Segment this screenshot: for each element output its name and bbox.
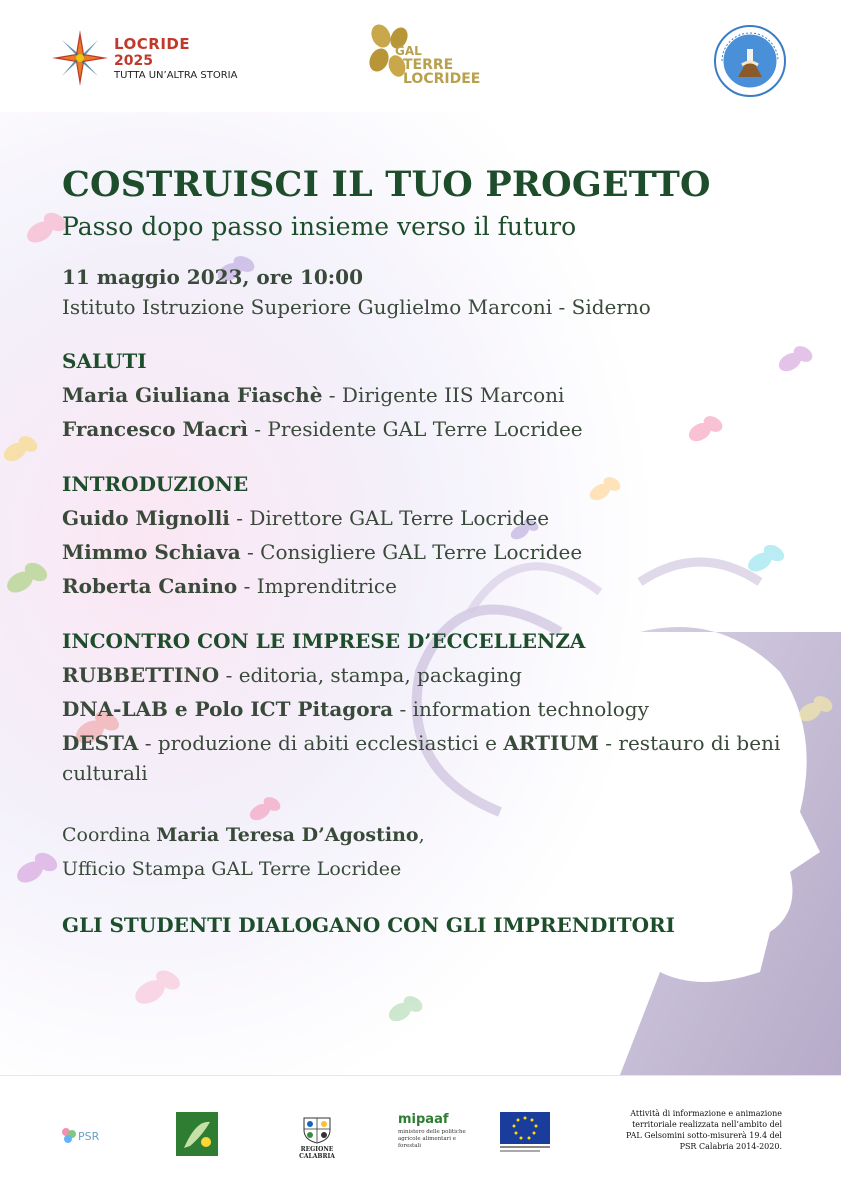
speaker-line <box>62 535 802 569</box>
speaker-line <box>62 501 802 535</box>
speaker-line <box>62 412 802 446</box>
event-venue: Istituto Istruzione Superiore Guglielmo Marconi - Siderno <box>62 295 651 319</box>
company-name: DESTA <box>62 731 139 755</box>
coordinator-suffix: , <box>418 824 425 846</box>
gal-locridee-label: LOCRIDEE <box>403 71 481 87</box>
company-desc: - produzione di abiti ecclesiastici e <box>138 731 504 755</box>
locride-year: 2025 <box>114 53 153 69</box>
speaker-role: - Imprenditrice <box>237 574 397 598</box>
event-date: 11 maggio 2023, ore 10:00 <box>62 265 363 289</box>
event-title: COSTRUISCI IL TUO PROGETTO <box>62 164 711 205</box>
speaker-name: Roberta Canino <box>62 574 238 598</box>
locride-tagline: TUTTA UN’ALTRA STORIA <box>114 70 238 81</box>
footer <box>0 1075 841 1191</box>
company-line <box>62 692 802 726</box>
incontro-section <box>62 625 802 788</box>
note-line: PSR Calabria 2014-2020. <box>679 1142 782 1151</box>
company-line <box>62 728 802 788</box>
company-name: ARTIUM <box>503 731 599 755</box>
leader-logo-icon <box>176 1112 218 1156</box>
gal-label: GAL <box>395 44 422 58</box>
speaker-name: Guido Mignolli <box>62 506 230 530</box>
speaker-name: Mimmo Schiava <box>62 540 241 564</box>
coordinator-office: Ufficio Stampa GAL Terre Locridee <box>62 858 402 880</box>
locride-title: LOCRIDE <box>114 35 191 53</box>
eu-flag-icon <box>500 1112 550 1156</box>
regione-calabria-logo <box>282 1116 352 1162</box>
event-content <box>62 163 802 940</box>
introduzione-heading: INTRODUZIONE <box>62 472 249 496</box>
company-name: RUBBETTINO <box>62 663 220 687</box>
mipaaf-logo <box>398 1112 468 1158</box>
gal-terre-label: TERRE <box>403 57 454 73</box>
speaker-role: - Direttore GAL Terre Locridee <box>229 506 550 530</box>
saluti-heading: SALUTI <box>62 349 147 373</box>
psr-calabria-logo <box>58 1124 128 1154</box>
speaker-role: - Presidente GAL Terre Locridee <box>247 417 583 441</box>
speaker-name: Francesco Macrì <box>62 417 248 441</box>
note-line: PAL Gelsomini sotto-misurerà 19.4 del <box>625 1131 782 1140</box>
incontro-heading: INCONTRO CON LE IMPRESE D’ECCELLENZA <box>62 629 586 653</box>
event-subtitle: Passo dopo passo insieme verso il futuro <box>62 212 577 241</box>
compass-star-icon <box>50 28 110 88</box>
introduzione-section <box>62 468 802 603</box>
company-name: DNA-LAB e Polo ICT Pitagora <box>62 697 394 721</box>
gal-terre-locridee-logo <box>365 22 495 92</box>
regione-coat-of-arms-icon <box>302 1116 332 1144</box>
speaker-line <box>62 378 802 412</box>
psr-label: PSR <box>78 1130 100 1143</box>
regione-label: REGIONE CALABRIA <box>299 1146 335 1160</box>
note-line: territoriale realizzata nell’ambito del <box>632 1120 782 1129</box>
psr-flower-icon <box>58 1124 80 1150</box>
company-desc: - restauro di beni culturali <box>62 731 781 785</box>
speaker-line <box>62 569 802 603</box>
company-line <box>62 658 802 692</box>
saluti-section <box>62 345 802 446</box>
company-desc: - editoria, stampa, packaging <box>219 663 522 687</box>
footer-note <box>580 1108 782 1152</box>
locride-2025-logo <box>50 28 250 88</box>
closing-line: GLI STUDENTI DIALOGANO CON GLI IMPRENDITORI <box>62 913 675 937</box>
coordinator-name: Maria Teresa D’Agostino <box>156 824 419 846</box>
coordinator-prefix: Coordina <box>62 824 157 846</box>
mipaaf-label: mipaaf <box>398 1112 449 1127</box>
coordinator <box>62 818 802 886</box>
speaker-role: - Consigliere GAL Terre Locridee <box>240 540 583 564</box>
school-seal-icon <box>714 25 786 97</box>
company-desc: - information technology <box>393 697 649 721</box>
note-line: Attività di informazione e animazione <box>630 1109 782 1118</box>
header <box>0 0 841 113</box>
speaker-name: Maria Giuliana Fiaschè <box>62 383 323 407</box>
speaker-role: - Dirigente IIS Marconi <box>322 383 565 407</box>
mipaaf-subtitle: ministero delle politiche agricole alimentari e forestali <box>398 1129 466 1149</box>
